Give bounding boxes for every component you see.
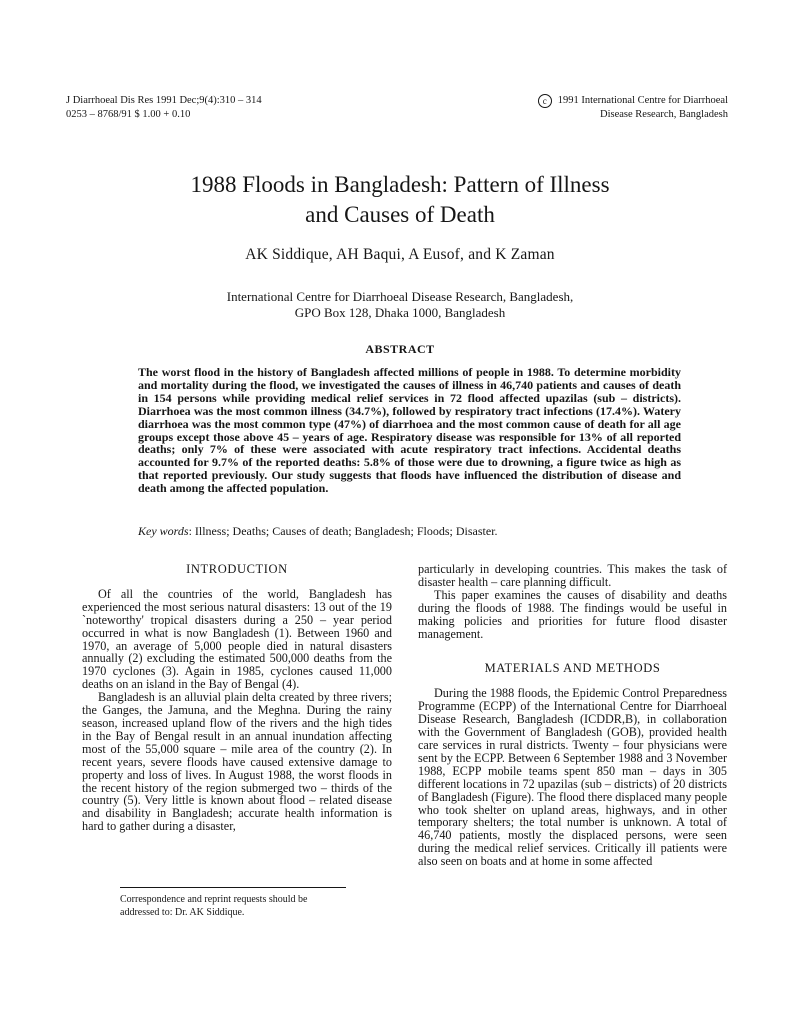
paper-title-line-2: and Causes of Death [305, 202, 495, 227]
left-column [82, 563, 392, 833]
copyright-line-1: c 1991 International Centre for Diarrhoeal [538, 94, 728, 108]
footnote-rule [120, 887, 346, 888]
keywords [138, 524, 698, 539]
introduction-paragraph-3: This paper examines the causes of disability and deaths during the floods of 1988. The findings would be useful in making policies and priorities for future flood disaster management. [418, 587, 727, 641]
journal-line-1: J Diarrhoeal Dis Res 1991 Dec;9(4):310 – 314 [66, 95, 262, 106]
keywords-list: : Illness; Deaths; Causes of death; Bangladesh; Floods; Disaster. [188, 524, 498, 538]
affiliation-line-2: GPO Box 128, Dhaka 1000, Bangladesh [294, 305, 506, 320]
correspondence-footnote [120, 893, 360, 919]
paper-title-line-1: 1988 Floods in Bangladesh: Pattern of Illness [190, 172, 610, 197]
affiliation-line-1: International Centre for Diarrhoeal Disease Research, Bangladesh, [226, 289, 574, 304]
journal-line-2: 0253 – 8768/91 $ 1.00 + 0.10 [66, 109, 191, 120]
copyright-icon: c [538, 94, 552, 108]
keywords-label: Key words [138, 524, 189, 538]
introduction-heading: INTRODUCTION [186, 562, 288, 576]
right-column [418, 563, 727, 868]
journal-citation [66, 94, 262, 122]
introduction-paragraph-2-continued: particularly in developing countries. This makes the task of disaster health – care planning difficult. [418, 562, 727, 589]
introduction-paragraph-2: Bangladesh is an alluvial plain delta created by three rivers; the Ganges, the Jamuna, and the Meghna. During the rainy season, increased upland flow of the rivers and the high tides in the Bay of Bengal result in an annual inundation affecting most of the 55,000 square – mile area of the country (2). In recent years, severe floods have caused extensive damage to property and loss of lives. In August 1988, the worst floods in the recent history of the region submerged two – thirds of the country (5). Very little is known about flood – related disease and disability in Bangladesh; accurate health information is hard to gather during a disaster, [82, 690, 392, 834]
copyright-line-2: Disease Research, Bangladesh [600, 109, 728, 120]
author-list: AK Siddique, AH Baqui, A Eusof, and K Zaman [245, 246, 555, 263]
footnote-line-1: Correspondence and reprint requests should be [120, 894, 308, 905]
methods-heading: MATERIALS AND METHODS [484, 661, 661, 676]
copyright-notice [538, 94, 728, 122]
abstract-text: The worst flood in the history of Bangladesh affected millions of people in 1988. To determine morbidity and mortality during the flood, we investigated the causes of illness in 46,740 patients and causes of death in 154 persons while providing medical relief services in 72 flood affected upazilas (sub – districts). Diarrhoea was the most common illness (34.7%), followed by respiratory tract infections (17.4%). Watery diarrhoea was the most common type (47%) of diarrhoea and the most common cause of death for all age groups except those above 45 – years of age. Respiratory disease was responsible for 13% of all reported deaths; only 7% of these were associated with acute respiratory tract infections. Accidental deaths accounted for 9.7% of the reported deaths: 5.8% of those were due to drowning, a figure twice as high as that reported previously. Our study suggests that floods have influenced the distribution of disease and death among the affected population. [138, 365, 681, 496]
paper-title [0, 170, 800, 230]
methods-paragraph-1: During the 1988 floods, the Epidemic Control Preparedness Programme (ECPP) of the International Centre for Diarrhoeal Disease Research, Bangladesh (ICDDR,B), in collaboration with the Government of Bangladesh (GOB), provided health care services in rural districts. Twenty – four physicians were sent by the ECPP. Between 6 September 1988 and 3 November 1988, ECPP mobile teams spent 850 man – days in 305 different locations in 72 upazilas (sub – districts) of 20 districts of Bangladesh (Figure). The flood there displaced many people who took shelter on upland areas, highways, and in other temporary shelters; the total number is unknown. A total of 46,740 patients, mostly the displaced persons, were seen during the medical relief services. Critically ill patients were also seen on boats and at home in some affected [418, 686, 727, 869]
affiliation [0, 289, 800, 321]
abstract-heading: ABSTRACT [365, 342, 435, 356]
introduction-paragraph-1: Of all the countries of the world, Bangladesh has experienced the most serious natural disasters: 13 out of the 19 `noteworthy' tropical disasters during a 250 – year period occurred in what is now Bangladesh (1). Between 1960 and 1970, an average of 5,000 people died in natural disasters annually (2) excluding the estimated 500,000 deaths from the 1970 cyclones (3). Again in 1985, cyclones caused 11,000 deaths on an island in the Bay of Bengal (4). [82, 586, 392, 692]
footnote-line-2: addressed to: Dr. AK Siddique. [120, 907, 245, 918]
